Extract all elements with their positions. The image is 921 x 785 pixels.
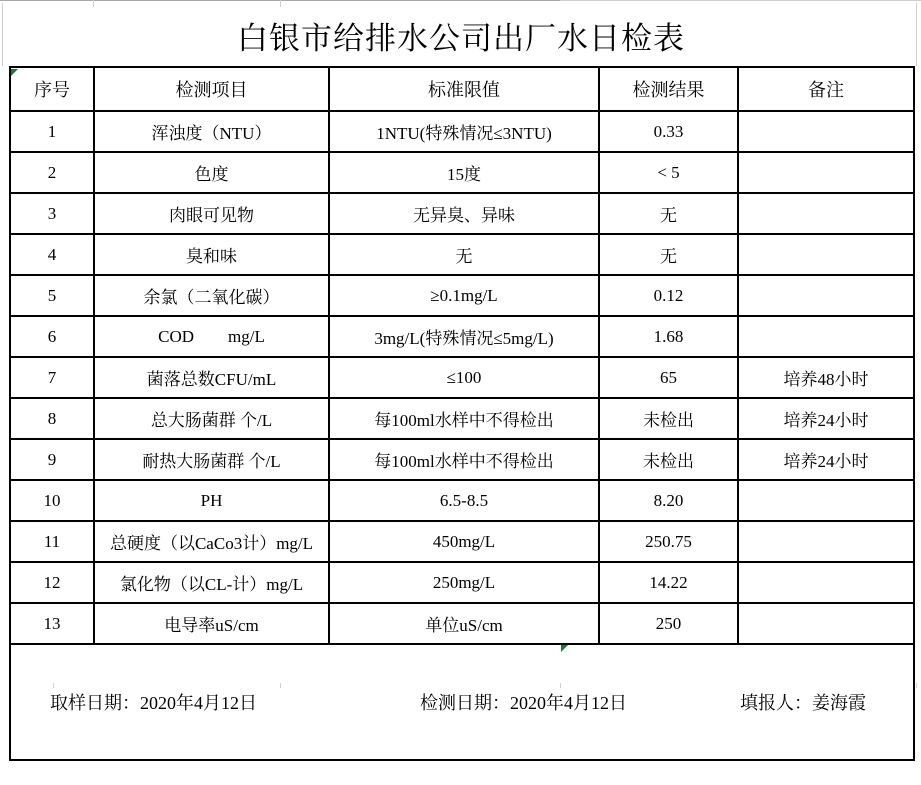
cell-result: < 5 [599,152,738,193]
cell-serial: 1 [10,111,94,152]
table-row [10,234,914,275]
table-row [10,275,914,316]
cell-note [738,521,914,562]
cell-limit: 每100ml水样中不得检出 [329,439,599,480]
cell-result: 未检出 [599,439,738,480]
table-row [10,152,914,193]
header-row [10,67,914,111]
table-row [10,480,914,521]
cell-result: 无 [599,193,738,234]
cell-item: 电导率uS/cm [94,603,329,644]
cell-serial: 11 [10,521,94,562]
cell-limit: 每100ml水样中不得检出 [329,398,599,439]
table-row [10,316,914,357]
cell-serial: 5 [10,275,94,316]
cell-limit: 无 [329,234,599,275]
table-row [10,193,914,234]
cell-result: 0.33 [599,111,738,152]
cell-serial: 6 [10,316,94,357]
cell-item: 色度 [94,152,329,193]
gridline [2,3,3,66]
cell-result: 250.75 [599,521,738,562]
cell-item: 余氯（二氧化碳） [94,275,329,316]
cell-serial: 8 [10,398,94,439]
table-row [10,521,914,562]
footer-content [11,685,913,719]
reporter-name: 填报人：姜海霞 [740,693,866,713]
cell-result: 8.20 [599,480,738,521]
cell-item: 浑浊度（NTU） [94,111,329,152]
cell-serial: 10 [10,480,94,521]
cell-note [738,234,914,275]
cell-flag-triangle-icon [561,645,568,652]
cell-limit: ≥0.1mg/L [329,275,599,316]
cell-flag-triangle-icon [11,69,18,76]
cell-note: 培养24小时 [738,398,914,439]
cell-note [738,193,914,234]
cell-result: 1.68 [599,316,738,357]
gridline [916,3,917,66]
cell-limit: 6.5-8.5 [329,480,599,521]
cell-limit: 单位uS/cm [329,603,599,644]
testing-date: 检测日期：2020年4月12日 [420,693,627,713]
cell-limit: 无异臭、异味 [329,193,599,234]
cell-note: 培养24小时 [738,439,914,480]
cell-serial: 9 [10,439,94,480]
cell-note [738,480,914,521]
cell-note: 培养48小时 [738,357,914,398]
inspection-table [9,66,915,761]
table-row [10,603,914,644]
cell-limit: ≤100 [329,357,599,398]
cell-limit: 3mg/L(特殊情况≤5mg/L) [329,316,599,357]
cell-item: 总硬度（以CaCo3计）mg/L [94,521,329,562]
cell-result: 14.22 [599,562,738,603]
column-header-note: 备注 [738,67,914,111]
column-header-limit: 标准限值 [329,67,599,111]
column-header-no: 序号 [10,67,94,111]
cell-item: PH [94,480,329,521]
gridline [560,0,921,1]
cell-serial: 12 [10,562,94,603]
cell-serial: 4 [10,234,94,275]
column-header-item: 检测项目 [94,67,329,111]
cell-note [738,275,914,316]
cell-item: COD mg/L [94,316,329,357]
table-row [10,357,914,398]
cell-item: 菌落总数CFU/mL [94,357,329,398]
cell-result: 65 [599,357,738,398]
cell-item: 臭和味 [94,234,329,275]
cell-result: 0.12 [599,275,738,316]
cell-item: 肉眼可见物 [94,193,329,234]
cell-note [738,316,914,357]
cell-serial: 2 [10,152,94,193]
table-row [10,398,914,439]
cell-item: 总大肠菌群 个/L [94,398,329,439]
cell-note [738,111,914,152]
cell-item: 耐热大肠菌群 个/L [94,439,329,480]
cell-limit: 250mg/L [329,562,599,603]
cell-item: 氯化物（以CL-计）mg/L [94,562,329,603]
page-title: 白银市给排水公司出厂水日检表 [237,20,685,56]
cell-limit: 450mg/L [329,521,599,562]
table-row [10,111,914,152]
sampling-date: 取样日期：2020年4月12日 [50,693,257,713]
cell-note [738,562,914,603]
cell-limit: 1NTU(特殊情况≤3NTU) [329,111,599,152]
footer-row [10,644,914,760]
cell-limit: 15度 [329,152,599,193]
cell-result: 未检出 [599,398,738,439]
cell-serial: 13 [10,603,94,644]
cell-result: 无 [599,234,738,275]
cell-note [738,152,914,193]
cell-note [738,603,914,644]
column-header-result: 检测结果 [599,67,738,111]
footer-cell [10,644,914,760]
cell-serial: 7 [10,357,94,398]
gridline [916,683,917,688]
table-row [10,562,914,603]
cell-result: 250 [599,603,738,644]
cell-serial: 3 [10,193,94,234]
table-row [10,439,914,480]
